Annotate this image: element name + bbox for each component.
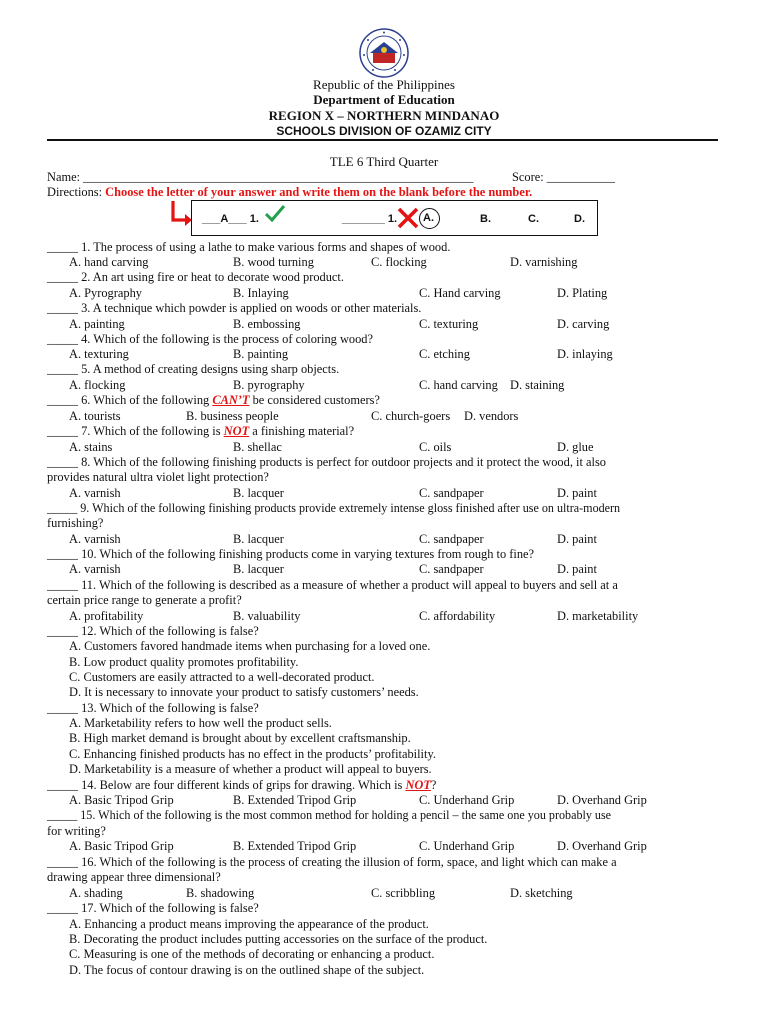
- question-11-cont: certain price range to generate a profit?: [47, 593, 242, 607]
- q13-option-a: A. Marketability refers to how well the product sells.: [69, 716, 332, 730]
- example-option-b: B.: [480, 213, 491, 225]
- q6-option-c: C. church-goers: [371, 409, 451, 423]
- question-3: _____ 3. A technique which powder is applied on woods or other materials.: [47, 301, 422, 315]
- q9-option-a: A. varnish: [69, 532, 121, 546]
- q3-option-d: D. carving: [557, 317, 610, 331]
- q17-option-c: C. Measuring is one of the methods of decorating or enhancing a product.: [69, 947, 435, 961]
- q14-option-c: C. Underhand Grip: [419, 793, 515, 807]
- question-7-emphasis: NOT: [223, 424, 250, 438]
- score-label: Score:: [512, 170, 547, 184]
- q17-option-d: D. The focus of contour drawing is on the outlined shape of the subject.: [69, 963, 425, 977]
- q14-option-d: D. Overhand Grip: [557, 793, 647, 807]
- name-row: [47, 170, 473, 184]
- example-box: [191, 200, 598, 236]
- q10-option-b: B. lacquer: [233, 562, 284, 576]
- question-14-text-end: ?: [430, 778, 437, 792]
- q12-option-b: B. Low product quality promotes profitability.: [69, 655, 299, 669]
- question-5: _____ 5. A method of creating designs using sharp objects.: [47, 362, 340, 376]
- question-13: _____ 13. Which of the following is false?: [47, 701, 259, 715]
- score-row: [512, 170, 615, 184]
- example-option-a: A.: [423, 212, 434, 224]
- q8-option-d: D. paint: [557, 486, 597, 500]
- q6-option-d: D. vendors: [464, 409, 519, 423]
- q17-option-b: B. Decorating the product includes putting accessories on the surface of the product.: [69, 932, 488, 946]
- question-16: _____ 16. Which of the following is the process of creating the illusion of form, space, and light which can make a: [47, 855, 617, 869]
- q10-option-c: C. sandpaper: [419, 562, 484, 576]
- q7-option-a: A. stains: [69, 440, 113, 454]
- q2-option-c: C. Hand carving: [419, 286, 501, 300]
- q3-option-b: B. embossing: [233, 317, 301, 331]
- question-6-emphasis: CAN’T: [212, 393, 250, 407]
- q5-option-d: D. staining: [510, 378, 565, 392]
- q6-option-a: A. tourists: [69, 409, 121, 423]
- question-7: [47, 424, 354, 438]
- q4-option-c: C. etching: [419, 347, 470, 361]
- directions: [47, 185, 532, 199]
- question-8: _____ 8. Which of the following finishing products is perfect for outdoor projects and it protect the wood, it also: [47, 455, 606, 469]
- q8-option-a: A. varnish: [69, 486, 121, 500]
- directions-label: Directions:: [47, 185, 106, 199]
- header-division: SCHOOLS DIVISION OF OZAMIZ CITY: [276, 124, 492, 138]
- q11-option-a: A. profitability: [69, 609, 144, 623]
- q2-option-b: B. Inlaying: [233, 286, 289, 300]
- q15-option-a: A. Basic Tripod Grip: [69, 839, 174, 853]
- q5-option-a: A. flocking: [69, 378, 126, 392]
- question-7-text-end: a finishing material?: [249, 424, 355, 438]
- question-7-text: _____ 7. Which of the following is: [47, 424, 224, 438]
- q8-option-c: C. sandpaper: [419, 486, 484, 500]
- question-4: _____ 4. Which of the following is the process of coloring wood?: [47, 332, 373, 346]
- q4-option-b: B. painting: [233, 347, 289, 361]
- q9-option-d: D. paint: [557, 532, 597, 546]
- q1-option-c: C. flocking: [371, 255, 427, 269]
- q5-option-b: B. pyrography: [233, 378, 305, 392]
- question-14-text: _____ 14. Below are four different kinds of grips for drawing. Which is: [47, 778, 406, 792]
- q4-option-a: A. texturing: [69, 347, 129, 361]
- question-6: [47, 393, 380, 407]
- q13-option-b: B. High market demand is brought about by excellent craftsmanship.: [69, 731, 411, 745]
- header-divider: [47, 139, 718, 141]
- q2-option-d: D. Plating: [557, 286, 608, 300]
- directions-text: Choose the letter of your answer and write them on the blank before the number.: [105, 185, 533, 199]
- q8-option-b: B. lacquer: [233, 486, 284, 500]
- q2-option-a: A. Pyrography: [69, 286, 142, 300]
- score-blank[interactable]: ___________: [546, 170, 615, 184]
- q6-option-b: B. business people: [186, 409, 279, 423]
- q5-option-c: C. hand carving: [419, 378, 498, 392]
- q7-option-b: B. shellac: [233, 440, 282, 454]
- question-9: _____ 9. Which of the following finishing products provide extremely intense gloss finished after use on ultra-modern: [47, 501, 621, 515]
- q15-option-d: D. Overhand Grip: [557, 839, 647, 853]
- q11-option-c: C. affordability: [419, 609, 496, 623]
- exam-title: TLE 6 Third Quarter: [329, 154, 439, 169]
- q1-option-a: A. hand carving: [69, 255, 149, 269]
- q10-option-d: D. paint: [557, 562, 597, 576]
- deped-seal: [359, 28, 409, 78]
- q16-option-b: B. shadowing: [186, 886, 255, 900]
- q15-option-c: C. Underhand Grip: [419, 839, 515, 853]
- example-option-d: D.: [574, 213, 585, 225]
- q16-option-c: C. scribbling: [371, 886, 436, 900]
- question-10: _____ 10. Which of the following finishing products come in varying textures from rough to fine?: [47, 547, 535, 561]
- q4-option-d: D. inlaying: [557, 347, 613, 361]
- q12-option-a: A. Customers favored handmade items when purchasing for a loved one.: [69, 639, 431, 653]
- q3-option-a: A. painting: [69, 317, 125, 331]
- q13-option-d: D. Marketability is a measure of whether a product will appeal to buyers.: [69, 762, 432, 776]
- q11-option-d: D. marketability: [557, 609, 639, 623]
- question-11: _____ 11. Which of the following is described as a measure of whether a product will appeal to buyers and sell at a: [47, 578, 618, 592]
- q7-option-d: D. glue: [557, 440, 594, 454]
- q13-option-c: C. Enhancing finished products has no effect in the products’ profitability.: [69, 747, 436, 761]
- question-15: _____ 15. Which of the following is the most common method for holding a pencil – the same one you probably use: [47, 808, 612, 822]
- q1-option-b: B. wood turning: [233, 255, 314, 269]
- question-1: _____ 1. The process of using a lathe to make various forms and shapes of wood.: [47, 240, 451, 254]
- q11-option-b: B. valuability: [233, 609, 301, 623]
- question-12: _____ 12. Which of the following is false?: [47, 624, 259, 638]
- check-icon: [264, 204, 286, 222]
- example-correct-blank: ___A___ 1.: [202, 213, 259, 225]
- header-republic: Republic of the Philippines: [313, 77, 455, 92]
- q14-option-a: A. Basic Tripod Grip: [69, 793, 174, 807]
- q12-option-c: C. Customers are easily attracted to a well-decorated product.: [69, 670, 375, 684]
- q17-option-a: A. Enhancing a product means improving the appearance of the product.: [69, 917, 429, 931]
- q7-option-c: C. oils: [419, 440, 452, 454]
- question-8-cont: provides natural ultra violet light protection?: [47, 470, 269, 484]
- question-6-text-end: be considered customers?: [249, 393, 380, 407]
- name-blank[interactable]: _______________________________________________________________: [83, 170, 474, 184]
- example-wrong-blank: _______ 1.: [342, 213, 398, 225]
- q12-option-d: D. It is necessary to innovate your product to satisfy customers’ needs.: [69, 685, 419, 699]
- q15-option-b: B. Extended Tripod Grip: [233, 839, 357, 853]
- question-17: _____ 17. Which of the following is false?: [47, 901, 259, 915]
- name-label: Name:: [47, 170, 84, 184]
- question-9-cont: furnishing?: [47, 516, 104, 530]
- question-14: [47, 778, 436, 792]
- header-department: Department of Education: [313, 92, 455, 107]
- question-2: _____ 2. An art using fire or heat to decorate wood product.: [47, 270, 344, 284]
- cross-icon: [397, 207, 419, 229]
- q14-option-b: B. Extended Tripod Grip: [233, 793, 357, 807]
- q10-option-a: A. varnish: [69, 562, 121, 576]
- question-14-emphasis: NOT: [405, 778, 431, 792]
- q9-option-b: B. lacquer: [233, 532, 284, 546]
- question-15-cont: for writing?: [47, 824, 106, 838]
- example-option-c: C.: [528, 213, 539, 225]
- q16-option-d: D. sketching: [510, 886, 573, 900]
- question-6-text: _____ 6. Which of the following: [47, 393, 213, 407]
- q3-option-c: C. texturing: [419, 317, 479, 331]
- question-16-cont: drawing appear three dimensional?: [47, 870, 221, 884]
- header-region: REGION X – NORTHERN MINDANAO: [268, 108, 500, 123]
- q9-option-c: C. sandpaper: [419, 532, 484, 546]
- q1-option-d: D. varnishing: [510, 255, 578, 269]
- q16-option-a: A. shading: [69, 886, 123, 900]
